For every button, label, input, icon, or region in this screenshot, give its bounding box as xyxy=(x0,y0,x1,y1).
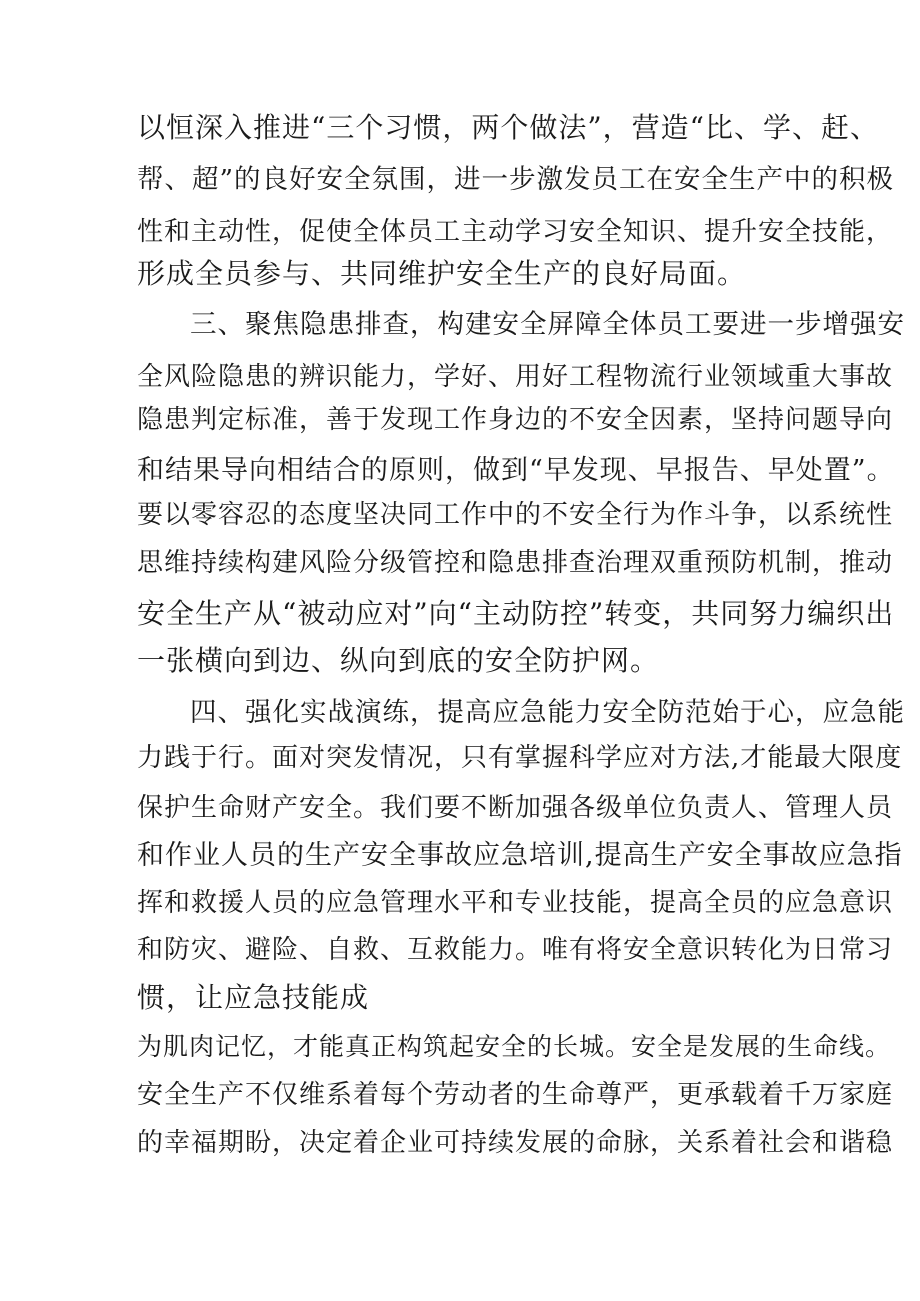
text-line: 惯，让应急技能成 xyxy=(137,981,370,1014)
text-line: 帮、超”的良好安全氛围，进一步激发员工在安全生产中的积极 xyxy=(137,164,895,195)
text-line: 全风险隐患的辨识能力，学好、用好工程物流行业领域重大事故 xyxy=(137,362,894,392)
text-line: 安全生产不仅维系着每个劳动者的生命尊严，更承载着千万家庭 xyxy=(137,1080,894,1110)
text-line: 安全生产从“被动应对”向“主动防控”转变，共同努力编织出 xyxy=(137,597,895,630)
text-line: 一张横向到边、纵向到底的安全防护网。 xyxy=(137,644,660,677)
text-line: 隐患判定标准，善于发现工作身边的不安全因素，坚持问题导向 xyxy=(137,405,894,435)
text-line: 挥和救援人员的应急管理水平和专业技能，提高全员的应急意识 xyxy=(137,888,894,918)
text-line: 思维持续构建风险分级管控和隐患排查治理双重预防机制，推动 xyxy=(137,548,894,578)
text-line: 保护生命财产安全。我们要不断加强各级单位负责人、管理人员 xyxy=(137,793,894,823)
text-line: 和防灾、避险、自救、互救能力。唯有将安全意识转化为日常习 xyxy=(137,935,894,965)
text-line: 要以零容忍的态度坚决同工作中的不安全行为作斗争，以系统性 xyxy=(137,500,894,530)
text-line: 性和主动性，促使全体员工主动学习安全知识、提升安全技能， xyxy=(137,217,894,247)
text-line: 的幸福期盼，决定着企业可持续发展的命脉，关系着社会和谐稳 xyxy=(137,1128,894,1158)
section-heading-line: 三、聚焦隐患排查，构建安全屏障全体员工要进一步增强安 xyxy=(190,309,905,340)
text-line: 为肌肉记忆，才能真正构筑起安全的长城。安全是发展的生命线。 xyxy=(137,1032,892,1061)
text-line: 和结果导向相结合的原则，做到“早发现、早报告、早处置”。 xyxy=(137,455,895,486)
text-line: 形成全员参与、共同维护安全生产的良好局面。 xyxy=(137,257,747,290)
text-line: 力践于行。面对突发情况，只有掌握科学应对方法,才能最大限度 xyxy=(137,743,903,773)
text-line: 和作业人员的生产安全事故应急培训,提高生产安全事故应急指 xyxy=(137,840,903,871)
section-heading-line: 四、强化实战演练，提高应急能力安全防范始于心，应急能 xyxy=(190,697,905,728)
text-line: 以恒深入推进“三个习惯，两个做法”，营造“比、学、赶、 xyxy=(137,111,879,144)
